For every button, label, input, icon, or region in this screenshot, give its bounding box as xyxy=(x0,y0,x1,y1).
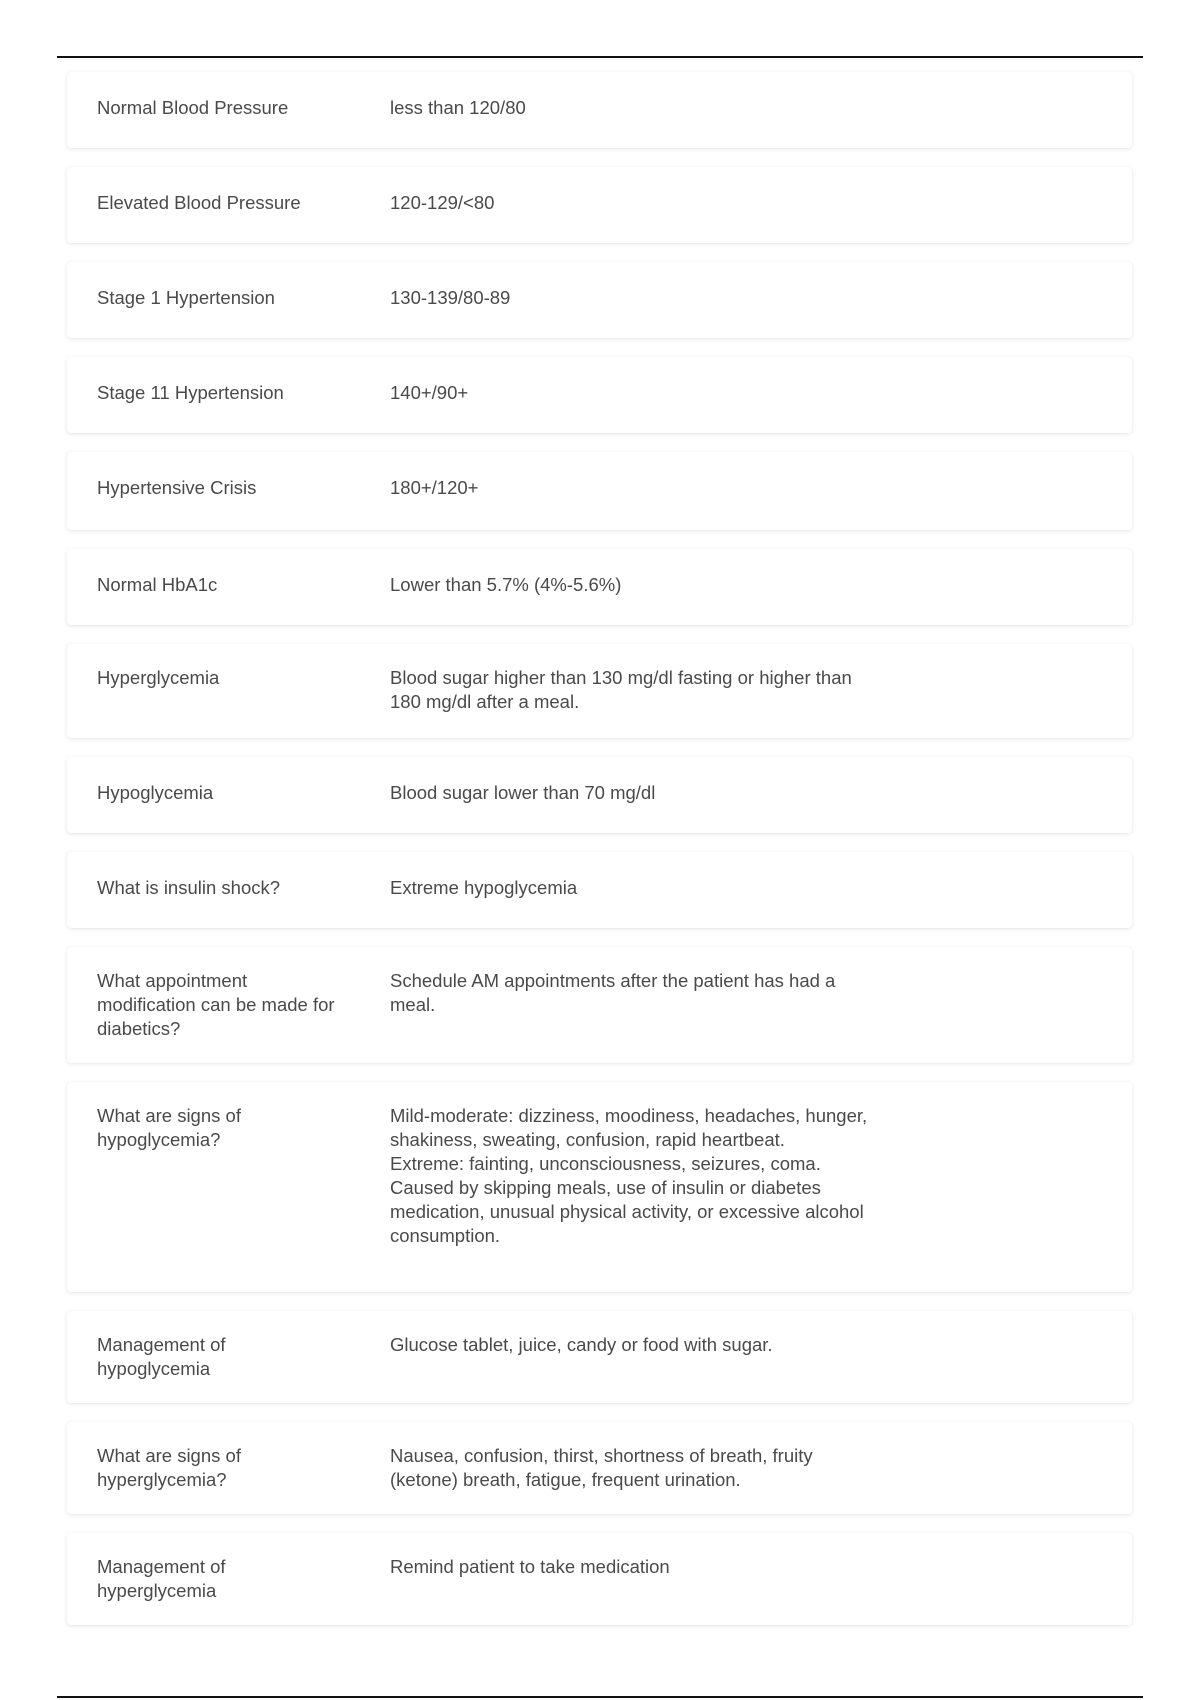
flashcard xyxy=(67,852,1132,928)
flashcard-definition: Extreme hypoglycemia xyxy=(390,877,578,898)
flashcard-definition: 120-129/<80 xyxy=(390,192,495,213)
flashcard-definition: Remind patient to take medication xyxy=(390,1556,670,1577)
flashcard-term: Stage 11 Hypertension xyxy=(97,382,284,403)
flashcard-definition: Blood sugar lower than 70 mg/dl xyxy=(390,782,656,803)
flashcard-term: What is insulin shock? xyxy=(97,877,281,898)
flashcard-term: What appointment modification can be made for diabetics? xyxy=(97,970,335,1039)
flashcard-definition: 140+/90+ xyxy=(390,382,469,403)
flashcard xyxy=(67,644,1132,738)
flashcard-term: Hyperglycemia xyxy=(97,667,220,688)
flashcard-definition: Glucose tablet, juice, candy or food with sugar. xyxy=(390,1334,773,1355)
flashcard xyxy=(67,947,1132,1063)
flashcard-term: Management of hypoglycemia xyxy=(97,1334,226,1379)
flashcard xyxy=(67,549,1132,625)
flashcard-term: Normal Blood Pressure xyxy=(97,97,289,118)
flashcard-definition: Mild-moderate: dizziness, moodiness, headaches, hunger, shakiness, sweating, confusion, rapid heartbeat. Extreme: fainting, unconsciousness, seizures, coma. Caused by skipping meals, use of insulin or diabetes medication, unusual physical activity, or excessive alcohol consumption. xyxy=(390,1105,868,1246)
bottom-divider xyxy=(57,1696,1143,1698)
flashcard-term: Normal HbA1c xyxy=(97,574,218,595)
flashcard xyxy=(67,72,1132,148)
flashcard-term: What are signs of hypoglycemia? xyxy=(97,1105,241,1150)
flashcard-definition: 130-139/80-89 xyxy=(390,287,511,308)
flashcard-term: Elevated Blood Pressure xyxy=(97,192,301,213)
flashcard-definition: Schedule AM appointments after the patient has had a meal. xyxy=(390,970,836,1015)
flashcard xyxy=(67,1422,1132,1514)
flashcard xyxy=(67,1311,1132,1403)
flashcard-term: Stage 1 Hypertension xyxy=(97,287,275,308)
flashcard xyxy=(67,262,1132,338)
top-divider xyxy=(57,56,1143,58)
flashcard-definition: Blood sugar higher than 130 mg/dl fasting or higher than 180 mg/dl after a meal. xyxy=(390,667,852,712)
flashcard xyxy=(67,357,1132,433)
flashcard-term: What are signs of hyperglycemia? xyxy=(97,1445,241,1490)
flashcard-term: Management of hyperglycemia xyxy=(97,1556,226,1601)
flashcard-definition: less than 120/80 xyxy=(390,97,526,118)
flashcard xyxy=(67,452,1132,530)
flashcard-definition: 180+/120+ xyxy=(390,477,479,498)
flashcard-definition: Lower than 5.7% (4%-5.6%) xyxy=(390,574,622,595)
flashcard xyxy=(67,1533,1132,1625)
flashcard xyxy=(67,757,1132,833)
flashcard-term: Hypoglycemia xyxy=(97,782,214,803)
flashcard-definition: Nausea, confusion, thirst, shortness of breath, fruity (ketone) breath, fatigue, frequent urination. xyxy=(390,1445,813,1490)
flashcard xyxy=(67,1082,1132,1292)
flashcard-term: Hypertensive Crisis xyxy=(97,477,257,498)
flashcard xyxy=(67,167,1132,243)
